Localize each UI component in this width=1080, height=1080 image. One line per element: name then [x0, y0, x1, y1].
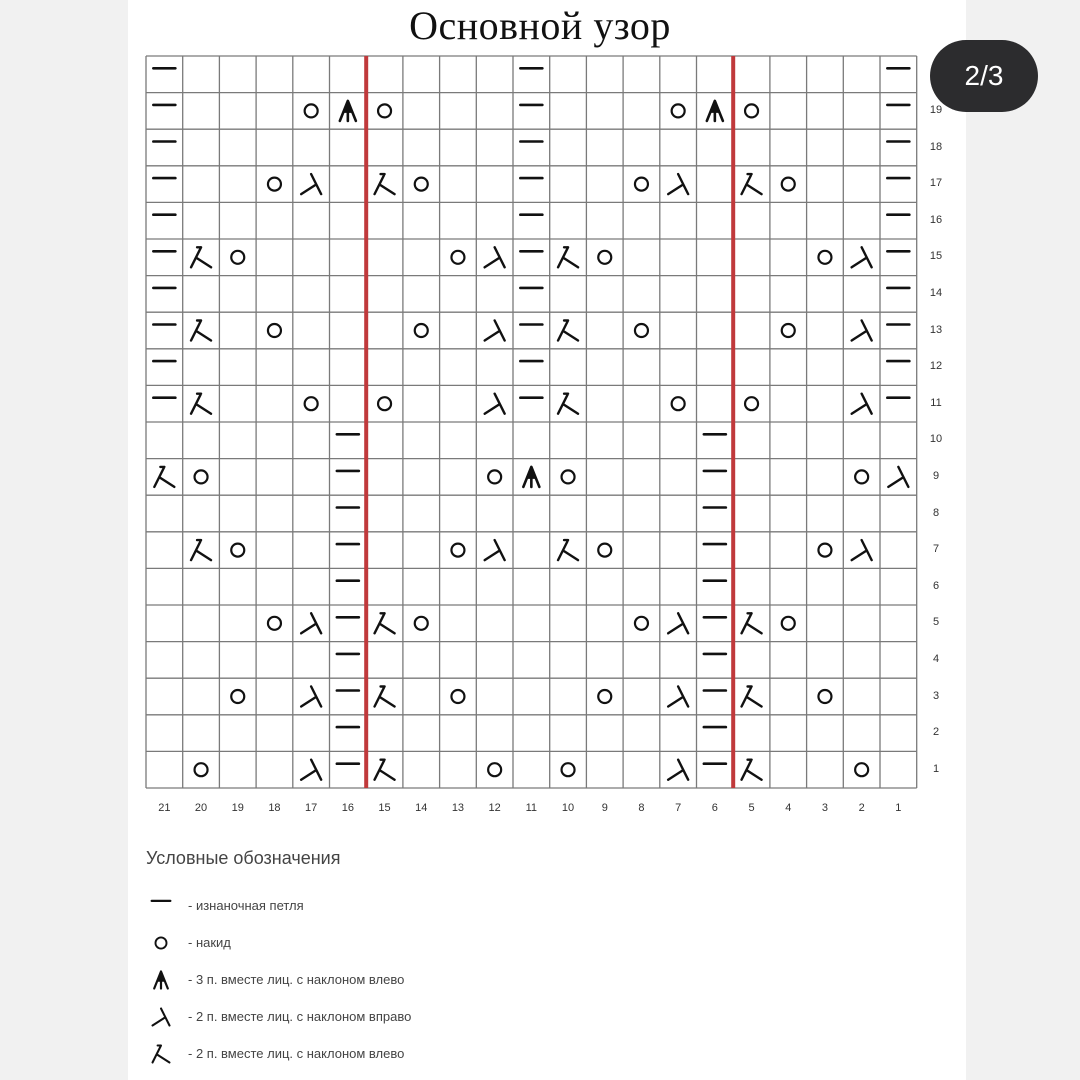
legend-symbol: [146, 1002, 176, 1032]
left-decrease-symbol: [742, 174, 762, 194]
row-number: 2: [932, 726, 940, 739]
row-number: 17: [929, 177, 943, 190]
yarn-over-symbol: [378, 397, 391, 410]
yarn-over-symbol: [598, 251, 611, 264]
row-number: 14: [929, 286, 943, 299]
legend: [146, 848, 846, 1072]
triple-decrease-symbol: [707, 101, 723, 121]
yarn-over-symbol: [195, 763, 208, 776]
legend-item: [146, 998, 846, 1035]
row-number: 10: [929, 433, 943, 446]
yarn-over-symbol: [635, 617, 648, 630]
legend-text: - 2 п. вместе лиц. с наклоном вправо: [188, 1009, 412, 1024]
left-decrease-symbol: [375, 687, 395, 707]
left-decrease-symbol: [375, 174, 395, 194]
legend-text: - 3 п. вместе лиц. с наклоном влево: [188, 972, 405, 987]
column-number: 11: [525, 802, 538, 814]
yarn-over-symbol: [635, 324, 648, 337]
right-decrease-symbol: [301, 687, 321, 707]
yarn-over-symbol: [268, 324, 281, 337]
grid-lines: [146, 56, 917, 788]
column-number: 9: [601, 802, 608, 814]
left-decrease-symbol: [375, 613, 395, 633]
legend-symbol: [146, 891, 176, 921]
yarn-over-symbol: [782, 324, 795, 337]
left-decrease-symbol: [742, 760, 762, 780]
right-decrease-symbol: [153, 1008, 170, 1025]
left-decrease-symbol: [191, 321, 211, 341]
left-decrease-symbol: [742, 613, 762, 633]
legend-text: - накид: [188, 935, 231, 950]
yarn-over-symbol: [745, 397, 758, 410]
yarn-over-symbol: [231, 251, 244, 264]
yarn-over-symbol: [488, 470, 501, 483]
yarn-over-symbol: [415, 324, 428, 337]
right-decrease-symbol: [668, 760, 688, 780]
right-decrease-symbol: [852, 321, 872, 341]
column-number: 5: [748, 802, 755, 814]
left-decrease-symbol: [558, 247, 578, 267]
right-decrease-symbol: [888, 467, 908, 487]
right-decrease-symbol: [301, 760, 321, 780]
yarn-over-symbol: [855, 470, 868, 483]
column-number: 21: [158, 802, 171, 814]
row-number: 15: [929, 250, 943, 263]
yarn-over-symbol: [818, 690, 831, 703]
row-number: 9: [932, 469, 940, 482]
left-decrease-symbol: [558, 540, 578, 560]
row-number: 5: [932, 616, 940, 629]
right-decrease-symbol: [852, 540, 872, 560]
right-decrease-symbol: [668, 687, 688, 707]
yarn-over-symbol: [195, 470, 208, 483]
column-number: 10: [561, 802, 575, 814]
yarn-over-symbol: [672, 104, 685, 117]
left-decrease-symbol: [153, 1045, 170, 1062]
row-number: 13: [929, 323, 943, 336]
column-number: 8: [638, 802, 645, 814]
right-decrease-symbol: [301, 613, 321, 633]
yarn-over-symbol: [745, 104, 758, 117]
column-number: 13: [451, 802, 465, 814]
triple-decrease-symbol: [523, 467, 539, 487]
right-decrease-symbol: [668, 174, 688, 194]
column-number: 15: [378, 802, 391, 814]
yarn-over-symbol: [562, 470, 575, 483]
left-decrease-symbol: [191, 540, 211, 560]
yarn-over-symbol: [451, 544, 464, 557]
triple-decrease-symbol: [340, 101, 356, 121]
row-number: 7: [932, 543, 940, 556]
left-decrease-symbol: [558, 321, 578, 341]
column-number: 20: [194, 802, 208, 814]
left-decrease-symbol: [375, 760, 395, 780]
yarn-over-symbol: [598, 544, 611, 557]
row-number: 1: [932, 762, 940, 775]
column-number: 1: [895, 802, 902, 814]
column-number: 7: [675, 802, 682, 814]
right-decrease-symbol: [485, 540, 505, 560]
legend-item: [146, 924, 846, 961]
right-decrease-symbol: [668, 613, 688, 633]
left-decrease-symbol: [742, 687, 762, 707]
row-number: 3: [932, 689, 940, 702]
yarn-over-symbol: [305, 397, 318, 410]
yarn-over-symbol: [782, 178, 795, 191]
yarn-over-symbol: [818, 544, 831, 557]
column-number: 18: [268, 802, 281, 814]
right-decrease-symbol: [852, 394, 872, 414]
row-number: 11: [930, 396, 942, 409]
row-number: 8: [932, 506, 940, 519]
yarn-over-symbol: [635, 178, 648, 191]
column-number: 19: [231, 802, 244, 814]
legend-symbol: [146, 1039, 176, 1069]
yarn-over-symbol: [782, 617, 795, 630]
left-decrease-symbol: [191, 247, 211, 267]
legend-items: [146, 887, 846, 1072]
legend-text: - изнаночная петля: [188, 898, 304, 913]
right-decrease-symbol: [485, 247, 505, 267]
legend-text: - 2 п. вместе лиц. с наклоном влево: [188, 1046, 405, 1061]
left-decrease-symbol: [191, 394, 211, 414]
column-number: 14: [415, 802, 428, 814]
right-decrease-symbol: [485, 321, 505, 341]
row-number: 4: [932, 652, 940, 665]
chart-symbols: [153, 68, 909, 779]
row-number: 16: [929, 213, 943, 226]
page-title: Основной узор: [409, 3, 671, 48]
column-number: 12: [488, 802, 501, 814]
yarn-over-symbol: [562, 763, 575, 776]
column-number: 2: [858, 802, 865, 814]
row-number: 18: [929, 140, 943, 153]
yarn-over-symbol: [231, 690, 244, 703]
legend-symbol: [146, 928, 176, 958]
yarn-over-symbol: [488, 763, 501, 776]
row-number: 12: [929, 360, 943, 373]
image-counter-badge[interactable]: 2/3: [930, 40, 1038, 112]
yarn-over-symbol: [451, 690, 464, 703]
column-number: 6: [711, 802, 718, 814]
legend-item: [146, 961, 846, 998]
right-decrease-symbol: [852, 247, 872, 267]
legend-title: Условные обозначения: [146, 848, 341, 868]
yarn-over-symbol: [672, 397, 685, 410]
yarn-over-symbol: [268, 178, 281, 191]
column-number: 4: [785, 802, 792, 814]
yarn-over-symbol: [268, 617, 281, 630]
yarn-over-symbol: [378, 104, 391, 117]
legend-item: [146, 1035, 846, 1072]
triple-decrease-symbol: [154, 971, 168, 988]
yarn-over-symbol: [155, 937, 166, 948]
right-decrease-symbol: [301, 174, 321, 194]
right-decrease-symbol: [485, 394, 505, 414]
column-number: 3: [821, 802, 828, 814]
row-number: 19: [929, 103, 943, 116]
yarn-over-symbol: [451, 251, 464, 264]
row-number: 6: [932, 579, 940, 592]
yarn-over-symbol: [415, 178, 428, 191]
yarn-over-symbol: [305, 104, 318, 117]
column-number: 17: [305, 802, 318, 814]
yarn-over-symbol: [818, 251, 831, 264]
yarn-over-symbol: [855, 763, 868, 776]
yarn-over-symbol: [415, 617, 428, 630]
column-number: 16: [341, 802, 354, 814]
legend-item: [146, 887, 846, 924]
left-decrease-symbol: [558, 394, 578, 414]
legend-symbol: [146, 965, 176, 995]
yarn-over-symbol: [231, 544, 244, 557]
left-decrease-symbol: [154, 467, 174, 487]
yarn-over-symbol: [598, 690, 611, 703]
